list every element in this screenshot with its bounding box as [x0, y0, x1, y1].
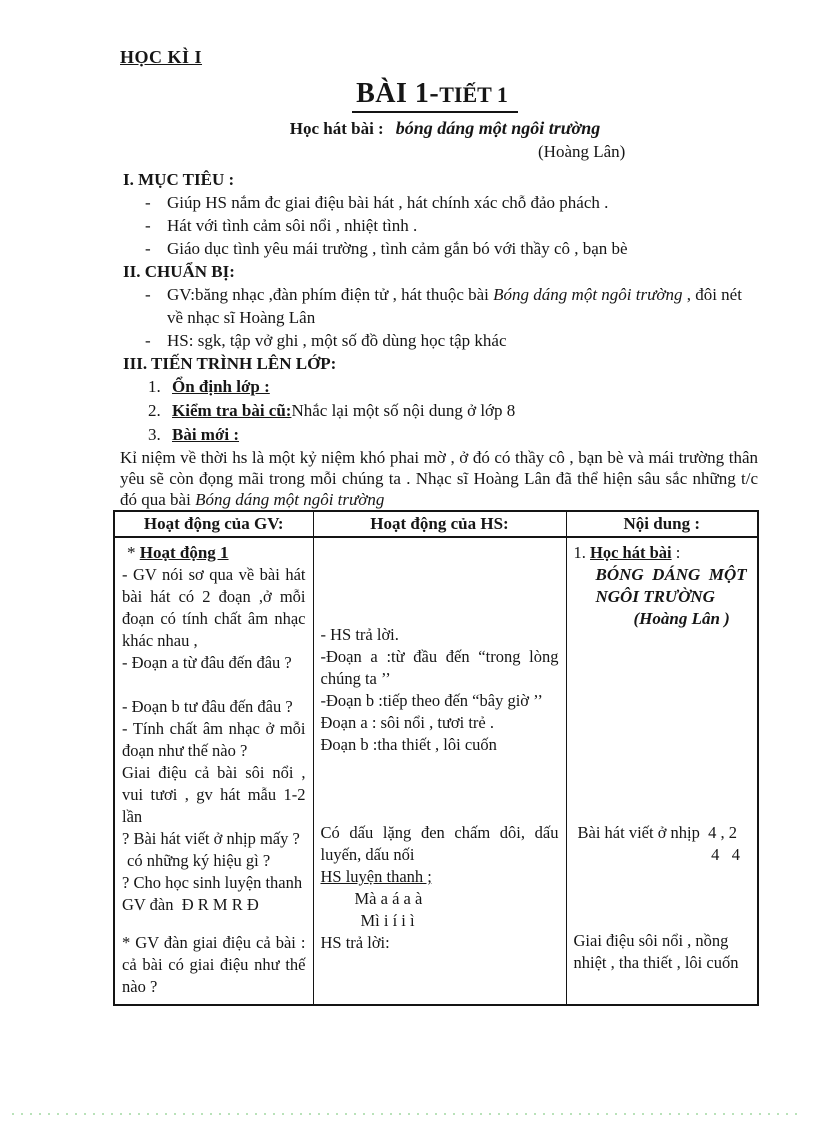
- section-heading-chuan-bi: II. CHUẨN BỊ:: [123, 262, 235, 281]
- content-song-title-line: NGÔI TRƯỜNG: [595, 587, 715, 606]
- procedure-step: [148, 423, 816, 447]
- procedure-step: [148, 375, 816, 399]
- content-colon: :: [671, 543, 681, 562]
- step-number: 3.: [148, 425, 161, 444]
- col-header-gv: Hoạt động của GV:: [114, 511, 313, 537]
- content-paragraph: Giai điệu sôi nổi , nồng nhiệt , tha thiết , lôi cuốn: [573, 931, 739, 972]
- lesson-intro-song-title: Bóng dáng một ngôi trường: [195, 490, 385, 509]
- preparation-text: [167, 283, 757, 329]
- step-title: Kiểm tra bài cũ:: [172, 401, 292, 420]
- semester-heading: HỌC KÌ I: [120, 47, 203, 67]
- gv-paragraph: ? Cho học sinh luyện thanh: [122, 873, 303, 892]
- section-heading-tien-trinh: III. TIẾN TRÌNH LÊN LỚP:: [123, 354, 337, 373]
- cell-noi-dung: [566, 537, 758, 1005]
- bullet-dash: -: [145, 193, 151, 212]
- objective-item: [145, 237, 757, 260]
- step-detail: Nhắc lại một số nội dung ở lớp 8: [291, 401, 516, 420]
- step-number: 1.: [148, 377, 161, 396]
- hs-paragraph: HS trả lời:: [320, 933, 390, 952]
- lesson-title: [113, 78, 757, 112]
- preparation-item-hs: [145, 329, 757, 352]
- content-song-title-line: BÓNG DÁNG MỘT: [595, 565, 747, 584]
- preparation-item-gv: [145, 283, 757, 329]
- time-signature-denominators: 4 4: [711, 845, 740, 864]
- bullet-dash: -: [145, 331, 151, 350]
- activity-star: *: [127, 543, 136, 562]
- gv-paragraph: ? Bài hát viết ở nhịp mấy ?: [122, 829, 300, 848]
- page-break-indicator: [12, 1113, 804, 1115]
- gv-paragraph: - Đoạn b tư đâu đến đâu ?: [122, 697, 293, 716]
- objective-text: Giáo dục tình yêu mái trường , tình cảm gắn bó với thầy cô , bạn bè: [167, 239, 628, 258]
- objective-item: [145, 214, 757, 237]
- lesson-intro-text: Kỉ niệm về thời hs là một kỷ niệm khó phai mờ , ở đó có thầy cô , bạn bè và mái trường thân yêu sẽ còn đọng mãi trong mỗi chúng ta . Nhạc sĩ Hoàng Lân đã thể hiện sâu sắc những t/c đó qua bài: [120, 448, 758, 509]
- cell-hs-activities: [313, 537, 566, 1005]
- hs-paragraph: Đoạn b :tha thiết , lôi cuốn: [320, 735, 497, 754]
- vocal-exercise-line: Mì i í i ì: [360, 911, 415, 930]
- gv-paragraph: - Đoạn a từ đâu đến đâu ?: [122, 653, 292, 672]
- hs-paragraph: - HS trả lời.: [320, 625, 399, 644]
- content-composer: (Hoàng Lân ): [633, 609, 730, 628]
- bullet-dash: -: [145, 239, 151, 258]
- hs-paragraph: HS luyện thanh ;: [320, 867, 432, 886]
- cell-gv-activities: [114, 537, 313, 1005]
- preparation-text: HS: sgk, tập vở ghi , một số đồ dùng học tập khác: [167, 331, 507, 350]
- song-title: bóng dáng một ngôi trường: [395, 118, 601, 138]
- step-title: Ổn định lớp :: [172, 377, 270, 396]
- procedure-step: [148, 399, 816, 423]
- vocal-exercise-line: Mà a á a à: [354, 889, 423, 908]
- hs-paragraph: -Đoạn a :từ đầu đến “trong lòng chúng ta ’’: [320, 647, 559, 688]
- col-header-noi-dung: Nội dung :: [566, 511, 758, 537]
- gv-paragraph: * GV đàn giai điệu cả bài : cả bài có giai điệu như thế nào ?: [122, 933, 306, 996]
- song-subtitle-label: Học hát bài :: [289, 119, 384, 138]
- song-subtitle: [123, 116, 767, 141]
- table-body-row: [114, 537, 758, 1005]
- content-title: Học hát bài: [590, 543, 672, 562]
- gv-paragraph: - Tính chất âm nhạc ở mỗi đoạn như thế nào ?: [122, 719, 306, 760]
- lesson-intro: [120, 447, 758, 510]
- hs-paragraph: Đoạn a : sôi nổi , tươi trẻ .: [320, 713, 494, 732]
- gv-paragraph: - GV nói sơ qua về bài hát bài hát có 2 đoạn ,ở mỗi đoạn có tính chất âm nhạc khác nhau ,: [122, 565, 306, 650]
- section-heading-muc-tieu: I. MỤC TIÊU :: [123, 170, 235, 189]
- gv-paragraph: GV đàn Đ R M R Đ: [122, 895, 259, 914]
- table-header-row: [114, 511, 758, 537]
- lesson-title-underline: [352, 78, 518, 113]
- activity-1-heading: [122, 542, 306, 564]
- gv-paragraph: có những ký hiệu gì ?: [127, 851, 271, 870]
- lesson-title-sub: TIẾT 1: [439, 82, 508, 107]
- bullet-dash: -: [145, 216, 151, 235]
- col-header-hs: Hoạt động của HS:: [313, 511, 566, 537]
- objective-item: [145, 191, 757, 214]
- activity-title: Hoạt động 1: [139, 543, 229, 562]
- gv-prep-song-title: Bóng dáng một ngôi trường: [493, 285, 683, 304]
- step-number: 2.: [148, 401, 161, 420]
- gv-prep-post: , đôi nét về nhạc sĩ Hoàng Lân: [167, 285, 742, 327]
- hs-paragraph: Có dấu lặng đen chấm dôi, dấu luyến, dấu nối: [320, 823, 559, 864]
- composer-name: (Hoàng Lân): [538, 142, 626, 161]
- content-heading: [574, 542, 751, 564]
- time-signature-numerators: Bài hát viết ở nhịp 4 , 2: [577, 823, 737, 842]
- hs-paragraph: -Đoạn b :tiếp theo đến “bây giờ ’’: [320, 691, 543, 710]
- bullet-dash: -: [145, 285, 151, 304]
- gv-paragraph: Giai điệu cả bài sôi nổi , vui tươi , gv hát mẫu 1-2 lần: [122, 763, 306, 826]
- objective-text: Hát với tình cảm sôi nổi , nhiệt tình .: [167, 216, 418, 235]
- content-number: 1.: [573, 543, 586, 562]
- lesson-title-main: BÀI 1-: [356, 78, 440, 109]
- gv-prep-pre: GV:băng nhạc ,đàn phím điện tử , hát thuộc bài: [167, 285, 494, 304]
- lesson-activity-table: [113, 510, 759, 1006]
- step-title: Bài mới :: [172, 425, 240, 444]
- objective-text: Giúp HS nắm đc giai điệu bài hát , hát chính xác chỗ đảo phách .: [167, 193, 609, 212]
